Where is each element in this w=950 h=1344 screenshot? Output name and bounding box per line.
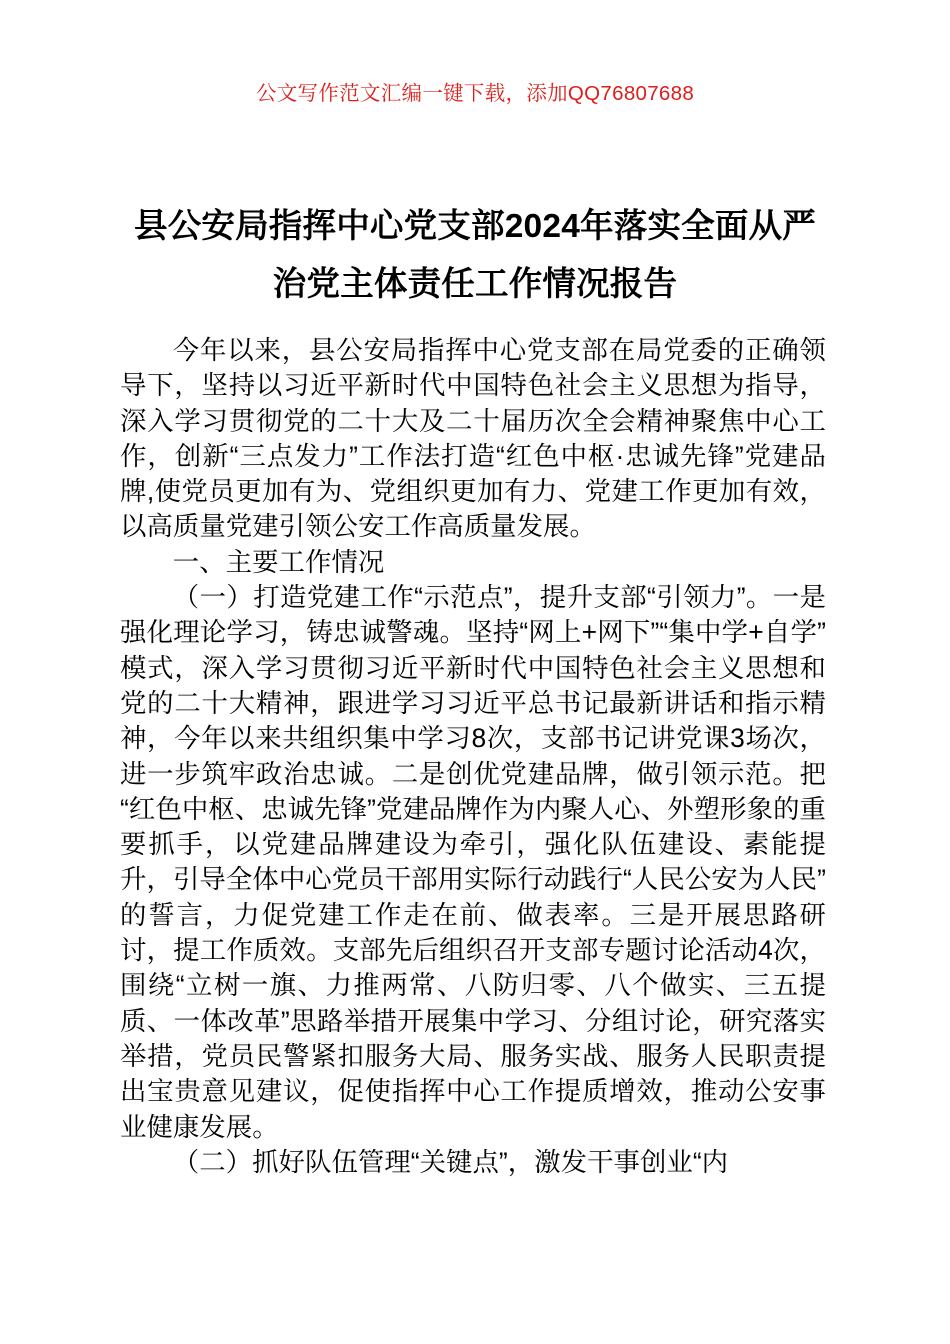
promo-banner-text: 公文写作范文汇编一键下载，添加QQ76807688	[255, 82, 695, 105]
paragraph-intro: 今年以来，县公安局指挥中心党支部在局党委的正确领导下，坚持以习近平新时代中国特色社会主义思想为指导，深入学习贯彻党的二十大及二十届历次全会精神聚焦中心工作，创新“三点发力”工作法打造“红色中枢·忠诚先锋”党建品牌,使党员更加有为、党组织更加有力、党建工作更加有效，以高质量党建引领公安工作高质量发展。	[120, 335, 826, 542]
section-heading-one: 一、主要工作情况	[172, 546, 385, 577]
paragraph-subsection-two: （二）抓好队伍管理“关键点”，激发干事创业“内	[172, 1146, 729, 1177]
document-title: 县公安局指挥中心党支部2024年落实全面从严治党主体责任工作情况报告	[134, 208, 816, 304]
paragraph-subsection-one: （一）打造党建工作“示范点”，提升支部“引领力”。一是强化理论学习，铸忠诚警魂。坚持“网上+网下”“集中学+自学”模式，深入学习贯彻习近平新时代中国特色社会主义思想和党的二十大精神，跟进学习习近平总书记最新讲话和指示精神，今年以来共组织集中学习8次，支部书记讲党课3场次，进一步筑牢政治忠诚。二是创优党建品牌，做引领示范。把“红色中枢、忠诚先锋”党建品牌作为内聚人心、外塑形象的重要抓手，以党建品牌建设为牵引，强化队伍建设、素能提升，引导全体中心党员干部用实际行动践行“人民公安为人民”的誓言，力促党建工作走在前、做表率。三是开展思路研讨，提工作质效。支部先后组织召开支部专题讨论活动4次，围绕“立树一旗、力推两常、八防归零、八个做实、三五提质、一体改革”思路举措开展集中学习、分组讨论，研究落实举措，党员民警紧扣服务大局、服务实战、服务人民职责提出宝贵意见建议，促使指挥中心工作提质增效，推动公安事业健康发展。	[120, 582, 826, 1142]
document-body	[120, 333, 826, 1180]
